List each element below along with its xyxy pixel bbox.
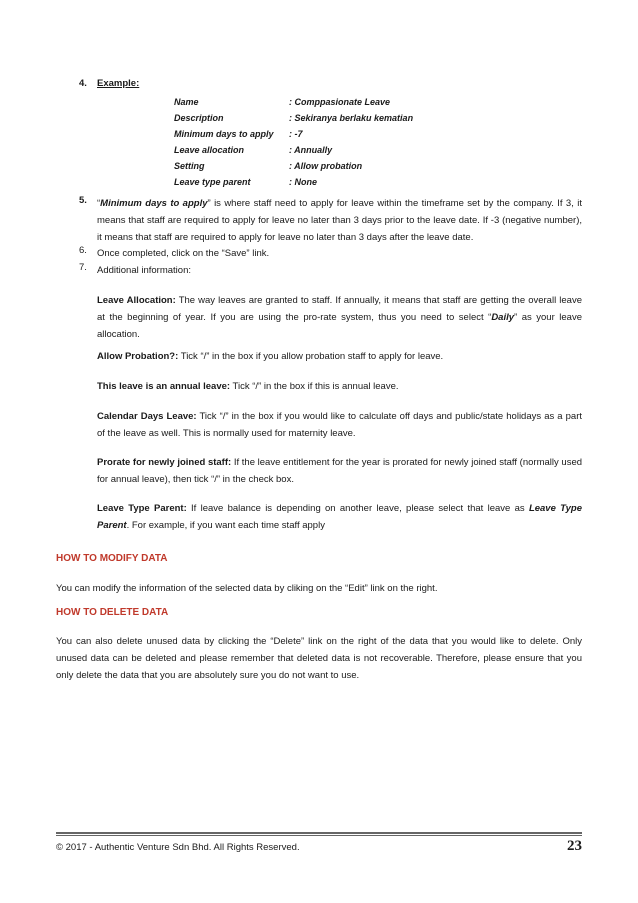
delete-heading: HOW TO DELETE DATA bbox=[56, 607, 169, 618]
footer-divider bbox=[56, 835, 582, 836]
example-key: Leave allocation bbox=[174, 145, 245, 155]
example-value: : Allow probation bbox=[289, 161, 363, 171]
item-5-paragraph bbox=[97, 195, 582, 246]
info-term: Allow Probation?: bbox=[97, 351, 179, 362]
info-term: Leave Type Parent: bbox=[97, 503, 187, 514]
list-number: 4. bbox=[79, 78, 87, 89]
footer-copyright: © 2017 - Authentic Venture Sdn Bhd. All Rights Reserved. bbox=[56, 842, 300, 853]
example-value: : Annually bbox=[289, 145, 333, 155]
info-term: Calendar Days Leave: bbox=[97, 411, 197, 422]
example-key: Setting bbox=[174, 161, 205, 171]
item-5-text: ” is where staff need to apply for leave within the timeframe set by the company. If 3, it means that staff are required to apply for leave no later than 3 days prior to the leave date. If -3 (negative number), it means that staff are required to apply for leave no later than 3 days after the leave date. bbox=[97, 198, 582, 243]
modify-heading: HOW TO MODIFY DATA bbox=[56, 553, 168, 564]
delete-text: You can also delete unused data by clicking the “Delete” link on the right of the data that you would like to delete. Only unused data can be deleted and please remember that deleted data is not recoverable. Therefore, please ensure that you only delete the data that you are absolutely sure you do not want to use. bbox=[56, 636, 582, 681]
example-key: Minimum days to apply bbox=[174, 129, 274, 139]
modify-text: You can modify the information of the selected data by cliking on the “Edit” link on the right. bbox=[56, 583, 438, 594]
info-emphasis: Daily bbox=[491, 312, 515, 323]
example-value: : None bbox=[289, 177, 317, 187]
info-calendar-days bbox=[97, 408, 582, 442]
info-text: The way leaves are granted to staff. If annually, it means that staff are getting the overall leave at the beginning of year. If you are using the pro-rate system, thus you need to select “ bbox=[97, 295, 582, 323]
page-number: 23 bbox=[567, 838, 582, 854]
example-value: : -7 bbox=[289, 129, 303, 139]
footer-divider bbox=[56, 832, 582, 834]
info-allow-probation bbox=[97, 348, 582, 365]
info-text: Tick “/” in the box if this is annual leave. bbox=[230, 381, 399, 392]
info-term: This leave is an annual leave: bbox=[97, 381, 231, 392]
item-6-text: Once completed, click on the “Save” link. bbox=[97, 248, 270, 259]
info-text: If the leave entitlement for the year is prorated for newly joined staff (normally used for annual leave), then tick “/” in the check box. bbox=[97, 457, 583, 485]
info-text: . For example, if you want each time staff apply bbox=[126, 520, 325, 531]
example-key: Description bbox=[174, 113, 224, 123]
example-label: Example: bbox=[97, 78, 140, 89]
info-prorate bbox=[97, 454, 582, 488]
example-value: : Comppasionate Leave bbox=[289, 97, 391, 107]
info-type-parent bbox=[97, 500, 582, 534]
info-term: Leave Allocation: bbox=[97, 295, 176, 306]
info-leave-allocation bbox=[97, 292, 582, 343]
term-minimum-days: Minimum days to apply bbox=[100, 198, 208, 209]
example-key: Name bbox=[174, 97, 199, 107]
list-number: 5. bbox=[79, 195, 87, 206]
example-value: : Sekiranya berlaku kematian bbox=[289, 113, 414, 123]
info-emphasis: Leave Type Parent bbox=[97, 503, 582, 531]
info-text: Tick “/” in the box if you allow probation staff to apply for leave. bbox=[178, 351, 444, 362]
info-text: Tick “/” in the box if you would like to calculate off days and public/state holidays as a part of the leave as well. This is normally used for maternity leave. bbox=[97, 411, 582, 439]
list-number: 6. bbox=[79, 245, 87, 256]
info-text: If leave balance is depending on another leave, please select that leave as bbox=[186, 503, 529, 514]
open-quote: “ bbox=[97, 198, 101, 209]
info-annual-leave bbox=[97, 378, 582, 395]
item-7-text: Additional information: bbox=[97, 265, 191, 276]
list-number: 7. bbox=[79, 262, 87, 273]
info-text: ” as your leave allocation. bbox=[97, 312, 582, 340]
info-term: Prorate for newly joined staff: bbox=[97, 457, 232, 468]
example-key: Leave type parent bbox=[174, 177, 251, 187]
